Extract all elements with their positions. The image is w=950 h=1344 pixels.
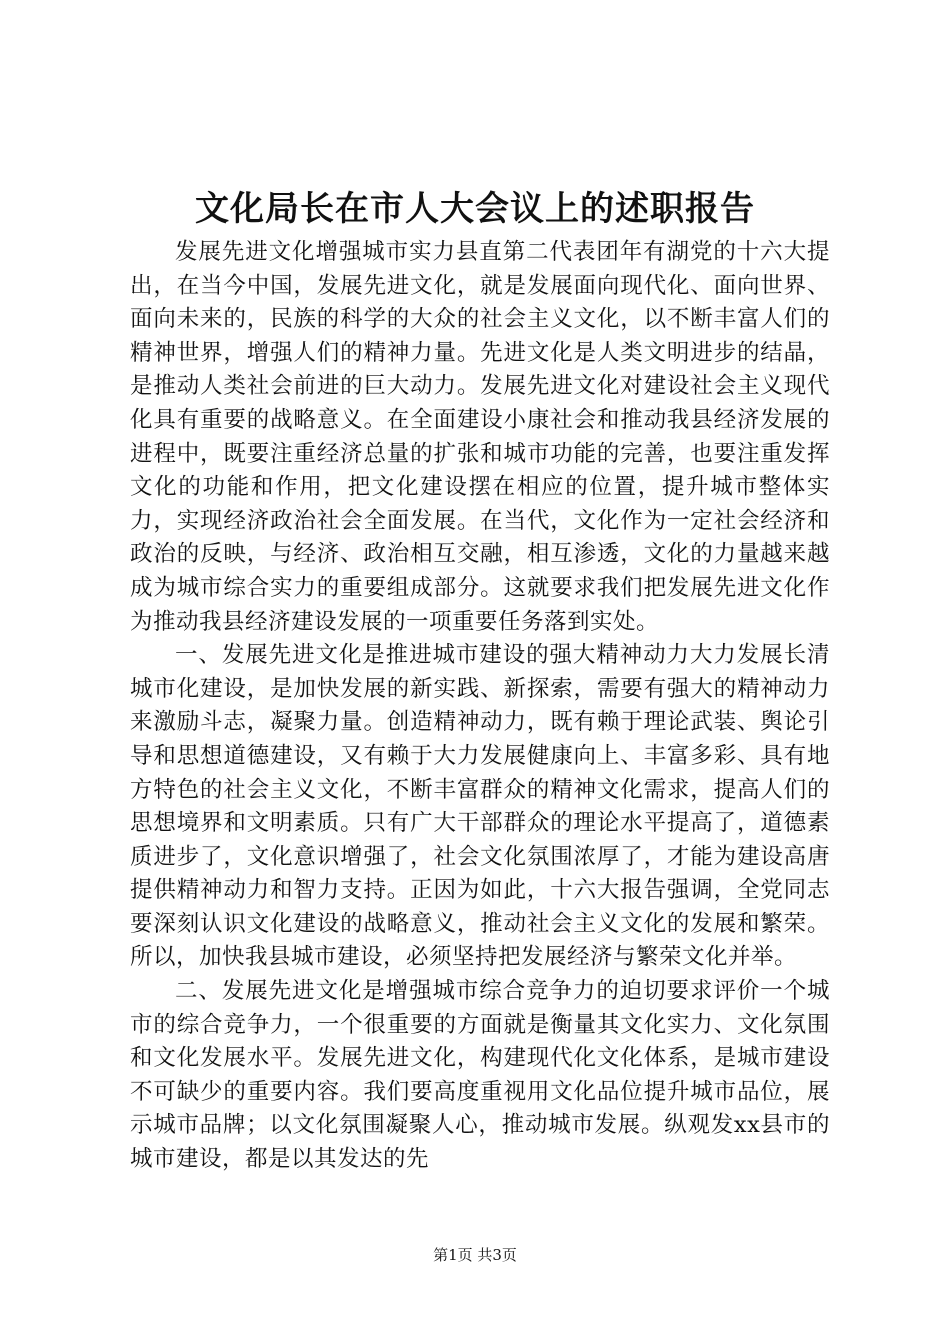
document-title: 文化局长在市人大会议上的述职报告 bbox=[195, 189, 755, 229]
paragraph-section-one: 一、发展先进文化是推进城市建设的强大精神动力大力发展长清城市化建设，是加快发展的新实践、新探索，需要有强大的精神动力来激励斗志，凝聚力量。创造精神动力，既有赖于理论武装、舆论引导和思想道德建设，又有赖于大力发展健康向上、丰富多彩、具有地方特色的社会主义文化，不断丰富群众的精神文化需求，提高人们的思想境界和文明素质。只有广大干部群众的理论水平提高了，道德素质进步了，文化意识增强了，社会文化氛围浓厚了，才能为建设高唐提供精神动力和智力支持。正因为如此，十六大报告强调，全党同志要深刻认识文化建设的战略意义，推动社会主义文化的发展和繁荣。所以，加快我县城市建设，必须坚持把发展经济与繁荣文化并举。 bbox=[130, 642, 830, 971]
document-body bbox=[130, 236, 830, 1177]
paragraph-section-two: 二、发展先进文化是增强城市综合竞争力的迫切要求评价一个城市的综合竞争力，一个很重要的方面就是衡量其文化实力、文化氛围和文化发展水平。发展先进文化，构建现代化文化体系，是城市建设不可缺少的重要内容。我们要高度重视用文化品位提升城市品位，展示城市品牌；以文化氛围凝聚人心，推动城市发展。纵观发xx县市的城市建设，都是以其发达的先 bbox=[130, 978, 830, 1173]
page-number-footer: 第1页 共3页 bbox=[433, 1246, 517, 1264]
paragraph-intro: 发展先进文化增强城市实力县直第二代表团年有湖党的十六大提出，在当今中国，发展先进文化，就是发展面向现代化、面向世界、面向未来的，民族的科学的大众的社会主义文化，以不断丰富人们的精神世界，增强人们的精神力量。先进文化是人类文明进步的结晶，是推动人类社会前进的巨大动力。发展先进文化对建设社会主义现代化具有重要的战略意义。在全面建设小康社会和推动我县经济发展的进程中，既要注重经济总量的扩张和城市功能的完善，也要注重发挥文化的功能和作用，把文化建设摆在相应的位置，提升城市整体实力，实现经济政治社会全面发展。在当代，文化作为一定社会经济和政治的反映，与经济、政治相互交融，相互渗透，文化的力量越来越成为城市综合实力的重要组成部分。这就要求我们把发展先进文化作为推动我县经济建设发展的一项重要任务落到实处。 bbox=[130, 239, 830, 635]
